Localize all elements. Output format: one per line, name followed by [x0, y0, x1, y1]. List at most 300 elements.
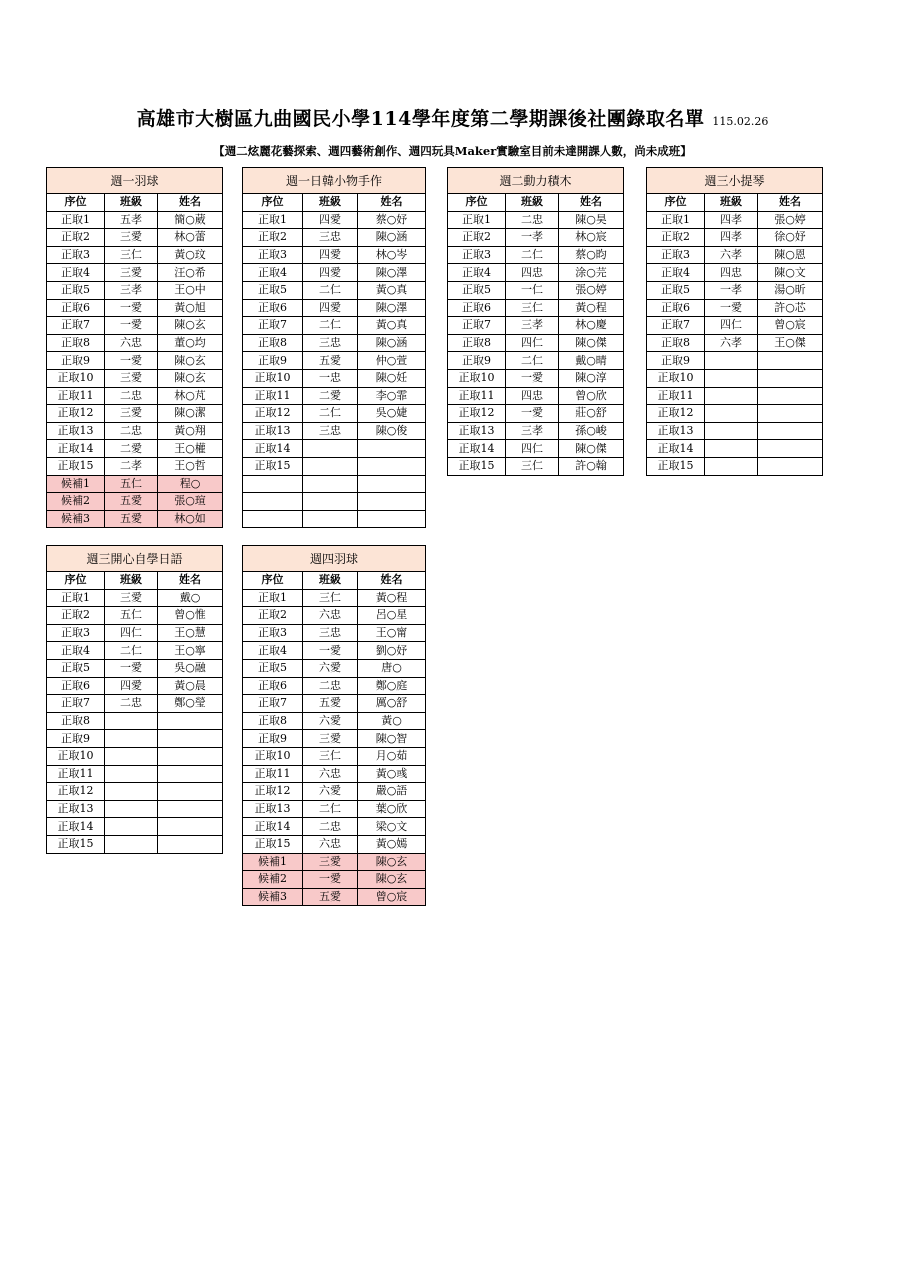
name-cell: 張○婷 [758, 211, 823, 229]
table-row [47, 405, 223, 423]
rank-cell: 正取14 [243, 440, 303, 458]
rank-cell: 正取1 [448, 211, 506, 229]
rank-cell: 正取2 [243, 229, 303, 247]
name-cell: 王○中 [158, 281, 223, 299]
class-cell [105, 800, 158, 818]
name-cell: 林○慶 [559, 317, 624, 335]
table-row [647, 211, 823, 229]
column-header: 班級 [506, 194, 559, 212]
rank-cell: 正取9 [448, 352, 506, 370]
name-cell [358, 510, 426, 528]
rank-cell: 正取11 [647, 387, 705, 405]
rank-cell: 正取12 [448, 405, 506, 423]
rank-cell: 正取5 [243, 281, 303, 299]
name-cell: 曾○欣 [559, 387, 624, 405]
table-row [243, 835, 426, 853]
rank-cell: 正取5 [647, 281, 705, 299]
name-cell [758, 387, 823, 405]
table-row [448, 264, 624, 282]
table-row [243, 747, 426, 765]
rank-cell: 正取10 [243, 369, 303, 387]
name-cell [158, 712, 223, 730]
table-row [47, 422, 223, 440]
class-cell: 三孝 [506, 422, 559, 440]
table-row [647, 334, 823, 352]
rank-cell: 正取12 [243, 783, 303, 801]
name-cell: 陳○玄 [358, 871, 426, 889]
rank-cell: 正取15 [448, 457, 506, 475]
column-header: 序位 [243, 572, 303, 590]
rank-cell: 正取6 [47, 677, 105, 695]
rank-cell: 正取13 [47, 800, 105, 818]
name-cell: 黃○旭 [158, 299, 223, 317]
column-header: 序位 [243, 194, 303, 212]
rank-cell: 正取10 [243, 747, 303, 765]
class-cell: 三愛 [105, 369, 158, 387]
name-cell: 簡○葳 [158, 211, 223, 229]
class-cell: 四仁 [105, 624, 158, 642]
class-cell [105, 747, 158, 765]
rank-cell: 正取9 [647, 352, 705, 370]
table-row [647, 369, 823, 387]
class-cell: 五仁 [105, 607, 158, 625]
class-cell [303, 475, 358, 493]
class-cell: 二仁 [303, 800, 358, 818]
name-cell [758, 352, 823, 370]
class-cell [705, 352, 758, 370]
name-cell: 林○岑 [358, 246, 426, 264]
column-header: 姓名 [758, 194, 823, 212]
column-header: 姓名 [158, 194, 223, 212]
rank-cell: 正取5 [47, 281, 105, 299]
rank-cell: 正取6 [243, 677, 303, 695]
name-cell: 涂○芫 [559, 264, 624, 282]
table-row [448, 387, 624, 405]
name-cell: 陳○傑 [559, 440, 624, 458]
class-cell: 一愛 [105, 352, 158, 370]
name-cell: 黃○真 [358, 317, 426, 335]
class-cell: 三愛 [105, 405, 158, 423]
rank-cell [243, 493, 303, 511]
name-cell: 陳○玄 [158, 369, 223, 387]
name-cell: 呂○星 [358, 607, 426, 625]
column-header: 姓名 [358, 194, 426, 212]
rank-cell: 正取10 [47, 369, 105, 387]
rank-cell: 正取12 [47, 405, 105, 423]
notice-text: 【週二炫麗花藝探索、週四藝術創作、週四玩具Maker實驗室目前未達開課人數，尚未成班】 [213, 144, 692, 158]
name-cell: 莊○舒 [559, 405, 624, 423]
name-cell: 曾○惟 [158, 607, 223, 625]
class-cell: 五愛 [303, 352, 358, 370]
class-cell: 二忠 [105, 422, 158, 440]
rank-cell: 正取15 [647, 457, 705, 475]
class-cell: 三仁 [303, 747, 358, 765]
table-row [243, 730, 426, 748]
name-cell: 程○ [158, 475, 223, 493]
name-cell: 張○婷 [559, 281, 624, 299]
table-row [47, 281, 223, 299]
name-cell: 王○寧 [158, 642, 223, 660]
name-cell [358, 475, 426, 493]
table-row [448, 229, 624, 247]
table-row [47, 440, 223, 458]
table-row [243, 510, 426, 528]
club-table [447, 167, 624, 476]
column-header: 序位 [47, 572, 105, 590]
name-cell [758, 457, 823, 475]
name-cell [758, 422, 823, 440]
table-row [47, 352, 223, 370]
table-row [243, 229, 426, 247]
class-cell: 二仁 [303, 281, 358, 299]
table-row [47, 677, 223, 695]
table-row [243, 369, 426, 387]
rank-cell: 正取4 [647, 264, 705, 282]
class-cell: 六忠 [303, 835, 358, 853]
rank-cell: 正取8 [448, 334, 506, 352]
rank-cell: 正取8 [647, 334, 705, 352]
table-row [243, 783, 426, 801]
class-cell: 三忠 [303, 334, 358, 352]
table-row [243, 888, 426, 906]
name-cell: 黃○晨 [158, 677, 223, 695]
rank-cell: 正取2 [448, 229, 506, 247]
table-row [243, 281, 426, 299]
class-cell: 一仁 [506, 281, 559, 299]
name-cell: 王○哲 [158, 457, 223, 475]
table-row [47, 493, 223, 511]
class-cell: 六孝 [705, 334, 758, 352]
class-cell [705, 457, 758, 475]
class-cell [303, 440, 358, 458]
rank-cell: 正取3 [448, 246, 506, 264]
name-cell: 李○霏 [358, 387, 426, 405]
rank-cell: 正取4 [47, 264, 105, 282]
class-cell: 一愛 [105, 659, 158, 677]
table-row [448, 369, 624, 387]
table-row [47, 800, 223, 818]
club-name: 週二動力積木 [448, 168, 624, 194]
class-cell: 四忠 [506, 387, 559, 405]
name-cell: 陳○澤 [358, 299, 426, 317]
name-cell: 林○如 [158, 510, 223, 528]
name-cell [358, 457, 426, 475]
name-cell: 鄭○庭 [358, 677, 426, 695]
rank-cell: 正取13 [243, 800, 303, 818]
class-cell: 三仁 [506, 457, 559, 475]
name-cell: 王○權 [158, 440, 223, 458]
table-row [243, 818, 426, 836]
name-cell: 黃○玟 [158, 246, 223, 264]
club-table [46, 167, 223, 528]
rank-cell [243, 475, 303, 493]
column-header: 序位 [647, 194, 705, 212]
table-row [243, 475, 426, 493]
column-header: 序位 [448, 194, 506, 212]
class-cell: 二仁 [105, 642, 158, 660]
rank-cell: 正取15 [47, 457, 105, 475]
table-row [47, 589, 223, 607]
class-cell [105, 835, 158, 853]
class-cell: 四仁 [506, 334, 559, 352]
class-cell: 五愛 [303, 695, 358, 713]
rank-cell: 正取11 [448, 387, 506, 405]
name-cell: 汪○希 [158, 264, 223, 282]
table-row [647, 422, 823, 440]
name-cell: 林○宸 [559, 229, 624, 247]
rank-cell: 正取3 [243, 624, 303, 642]
rank-cell: 正取1 [47, 211, 105, 229]
table-row [448, 352, 624, 370]
table-row [47, 607, 223, 625]
table-row [448, 422, 624, 440]
table-row [47, 475, 223, 493]
rank-cell: 正取7 [47, 317, 105, 335]
club-table [242, 545, 426, 906]
class-cell: 三愛 [105, 589, 158, 607]
club-table [242, 167, 426, 528]
rank-cell: 正取7 [647, 317, 705, 335]
class-cell [303, 510, 358, 528]
table-row [647, 387, 823, 405]
title-text: 高雄市大樹區九曲國民小學114學年度第二學期課後社團錄取名單 [136, 108, 705, 130]
name-cell: 董○均 [158, 334, 223, 352]
rank-cell: 正取9 [47, 352, 105, 370]
rank-cell [243, 510, 303, 528]
club-table [46, 545, 223, 854]
table-row [243, 677, 426, 695]
class-cell: 三忠 [303, 422, 358, 440]
class-cell: 一孝 [705, 281, 758, 299]
rank-cell: 正取8 [47, 712, 105, 730]
table-row [448, 246, 624, 264]
name-cell: 黃○ [358, 712, 426, 730]
name-cell: 蔡○昀 [559, 246, 624, 264]
club-name: 週三小提琴 [647, 168, 823, 194]
name-cell: 陳○傑 [559, 334, 624, 352]
club-name: 週三開心自學日語 [47, 546, 223, 572]
column-header: 姓名 [559, 194, 624, 212]
name-cell: 陳○玄 [358, 853, 426, 871]
table-row [47, 457, 223, 475]
name-cell: 葉○欣 [358, 800, 426, 818]
rank-cell: 正取7 [243, 695, 303, 713]
table-row [47, 835, 223, 853]
table-row [448, 299, 624, 317]
table-row [47, 818, 223, 836]
table-row [448, 334, 624, 352]
class-cell: 三仁 [506, 299, 559, 317]
table-row [243, 264, 426, 282]
name-cell: 戴○晴 [559, 352, 624, 370]
table-row [47, 317, 223, 335]
name-cell: 林○蕾 [158, 229, 223, 247]
table-row [47, 659, 223, 677]
class-cell: 三孝 [506, 317, 559, 335]
rank-cell: 正取4 [243, 642, 303, 660]
rank-cell: 正取8 [243, 712, 303, 730]
class-cell [705, 405, 758, 423]
rank-cell: 正取4 [243, 264, 303, 282]
rank-cell: 正取2 [47, 229, 105, 247]
rank-cell: 正取3 [47, 246, 105, 264]
name-cell [758, 440, 823, 458]
name-cell: 黃○翔 [158, 422, 223, 440]
rank-cell: 候補1 [47, 475, 105, 493]
name-cell: 王○傑 [758, 334, 823, 352]
class-cell [705, 440, 758, 458]
table-row [47, 334, 223, 352]
table-row [47, 730, 223, 748]
club-name: 週四羽球 [243, 546, 426, 572]
name-cell: 陳○涵 [358, 334, 426, 352]
name-cell: 黃○程 [559, 299, 624, 317]
class-cell: 四愛 [303, 264, 358, 282]
class-cell: 一忠 [303, 369, 358, 387]
club-name: 週一羽球 [47, 168, 223, 194]
table-row [243, 659, 426, 677]
rank-cell: 候補3 [47, 510, 105, 528]
table-row [243, 422, 426, 440]
name-cell: 吳○婕 [358, 405, 426, 423]
table-row [47, 765, 223, 783]
rank-cell: 正取12 [647, 405, 705, 423]
rank-cell: 正取12 [243, 405, 303, 423]
table-row [243, 299, 426, 317]
rank-cell: 正取14 [243, 818, 303, 836]
name-cell: 王○慧 [158, 624, 223, 642]
class-cell: 四愛 [303, 246, 358, 264]
table-row [47, 624, 223, 642]
class-cell: 三愛 [303, 730, 358, 748]
name-cell: 月○茹 [358, 747, 426, 765]
class-cell: 四愛 [105, 677, 158, 695]
table-row [47, 783, 223, 801]
class-cell [705, 369, 758, 387]
name-cell: 戴○ [158, 589, 223, 607]
rank-cell: 正取14 [448, 440, 506, 458]
rank-cell: 正取11 [243, 765, 303, 783]
class-cell [303, 493, 358, 511]
table-row [647, 281, 823, 299]
table-row [243, 405, 426, 423]
class-cell [105, 765, 158, 783]
class-cell: 一愛 [105, 299, 158, 317]
class-cell: 五孝 [105, 211, 158, 229]
table-row [47, 211, 223, 229]
class-cell: 六忠 [303, 607, 358, 625]
class-cell: 二仁 [506, 352, 559, 370]
rank-cell: 正取4 [47, 642, 105, 660]
class-cell [105, 712, 158, 730]
class-cell: 五愛 [105, 510, 158, 528]
table-row [47, 246, 223, 264]
rank-cell: 正取15 [47, 835, 105, 853]
name-cell: 陳○淳 [559, 369, 624, 387]
name-cell: 蔡○妤 [358, 211, 426, 229]
name-cell: 曾○宸 [358, 888, 426, 906]
table-row [647, 246, 823, 264]
table-row [647, 440, 823, 458]
club-name: 週一日韓小物手作 [243, 168, 426, 194]
class-cell: 二孝 [105, 457, 158, 475]
rank-cell: 正取1 [647, 211, 705, 229]
table-row [243, 642, 426, 660]
name-cell: 梁○文 [358, 818, 426, 836]
class-cell: 六愛 [303, 659, 358, 677]
class-cell: 二忠 [105, 387, 158, 405]
table-row [647, 299, 823, 317]
name-cell: 陳○恩 [758, 246, 823, 264]
name-cell: 陳○潔 [158, 405, 223, 423]
rank-cell: 正取1 [243, 211, 303, 229]
table-row [243, 765, 426, 783]
rank-cell: 正取13 [243, 422, 303, 440]
rank-cell: 正取13 [647, 422, 705, 440]
name-cell: 湯○昕 [758, 281, 823, 299]
name-cell [358, 493, 426, 511]
name-cell [758, 369, 823, 387]
class-cell [105, 783, 158, 801]
class-cell: 二忠 [105, 695, 158, 713]
table-row [243, 317, 426, 335]
class-cell: 二仁 [303, 405, 358, 423]
rank-cell: 候補2 [243, 871, 303, 889]
rank-cell: 正取6 [243, 299, 303, 317]
table-row [243, 440, 426, 458]
rank-cell: 正取7 [448, 317, 506, 335]
class-cell: 一愛 [705, 299, 758, 317]
table-row [47, 695, 223, 713]
rank-cell: 正取3 [47, 624, 105, 642]
rank-cell: 正取9 [243, 352, 303, 370]
class-cell: 五愛 [303, 888, 358, 906]
name-cell: 鄭○瑩 [158, 695, 223, 713]
table-row [243, 387, 426, 405]
club-table [646, 167, 823, 476]
rank-cell: 正取5 [47, 659, 105, 677]
rank-cell: 正取14 [47, 818, 105, 836]
name-cell [758, 405, 823, 423]
name-cell: 黃○程 [358, 589, 426, 607]
table-row [647, 352, 823, 370]
rank-cell: 正取14 [647, 440, 705, 458]
rank-cell: 正取9 [243, 730, 303, 748]
rank-cell: 正取6 [647, 299, 705, 317]
table-row [243, 493, 426, 511]
table-row [647, 264, 823, 282]
name-cell: 黃○嫣 [358, 835, 426, 853]
name-cell [158, 835, 223, 853]
table-row [47, 747, 223, 765]
name-cell: 黃○真 [358, 281, 426, 299]
table-row [47, 642, 223, 660]
class-cell: 五愛 [105, 493, 158, 511]
class-cell: 四仁 [705, 317, 758, 335]
column-header: 班級 [705, 194, 758, 212]
name-cell: 曾○宸 [758, 317, 823, 335]
name-cell: 陳○玄 [158, 317, 223, 335]
table-row [243, 246, 426, 264]
table-row [243, 624, 426, 642]
class-cell: 二仁 [506, 246, 559, 264]
class-cell: 二忠 [303, 677, 358, 695]
class-cell [705, 422, 758, 440]
name-cell [158, 800, 223, 818]
class-cell: 二忠 [506, 211, 559, 229]
table-row [243, 712, 426, 730]
name-cell: 黃○彧 [358, 765, 426, 783]
